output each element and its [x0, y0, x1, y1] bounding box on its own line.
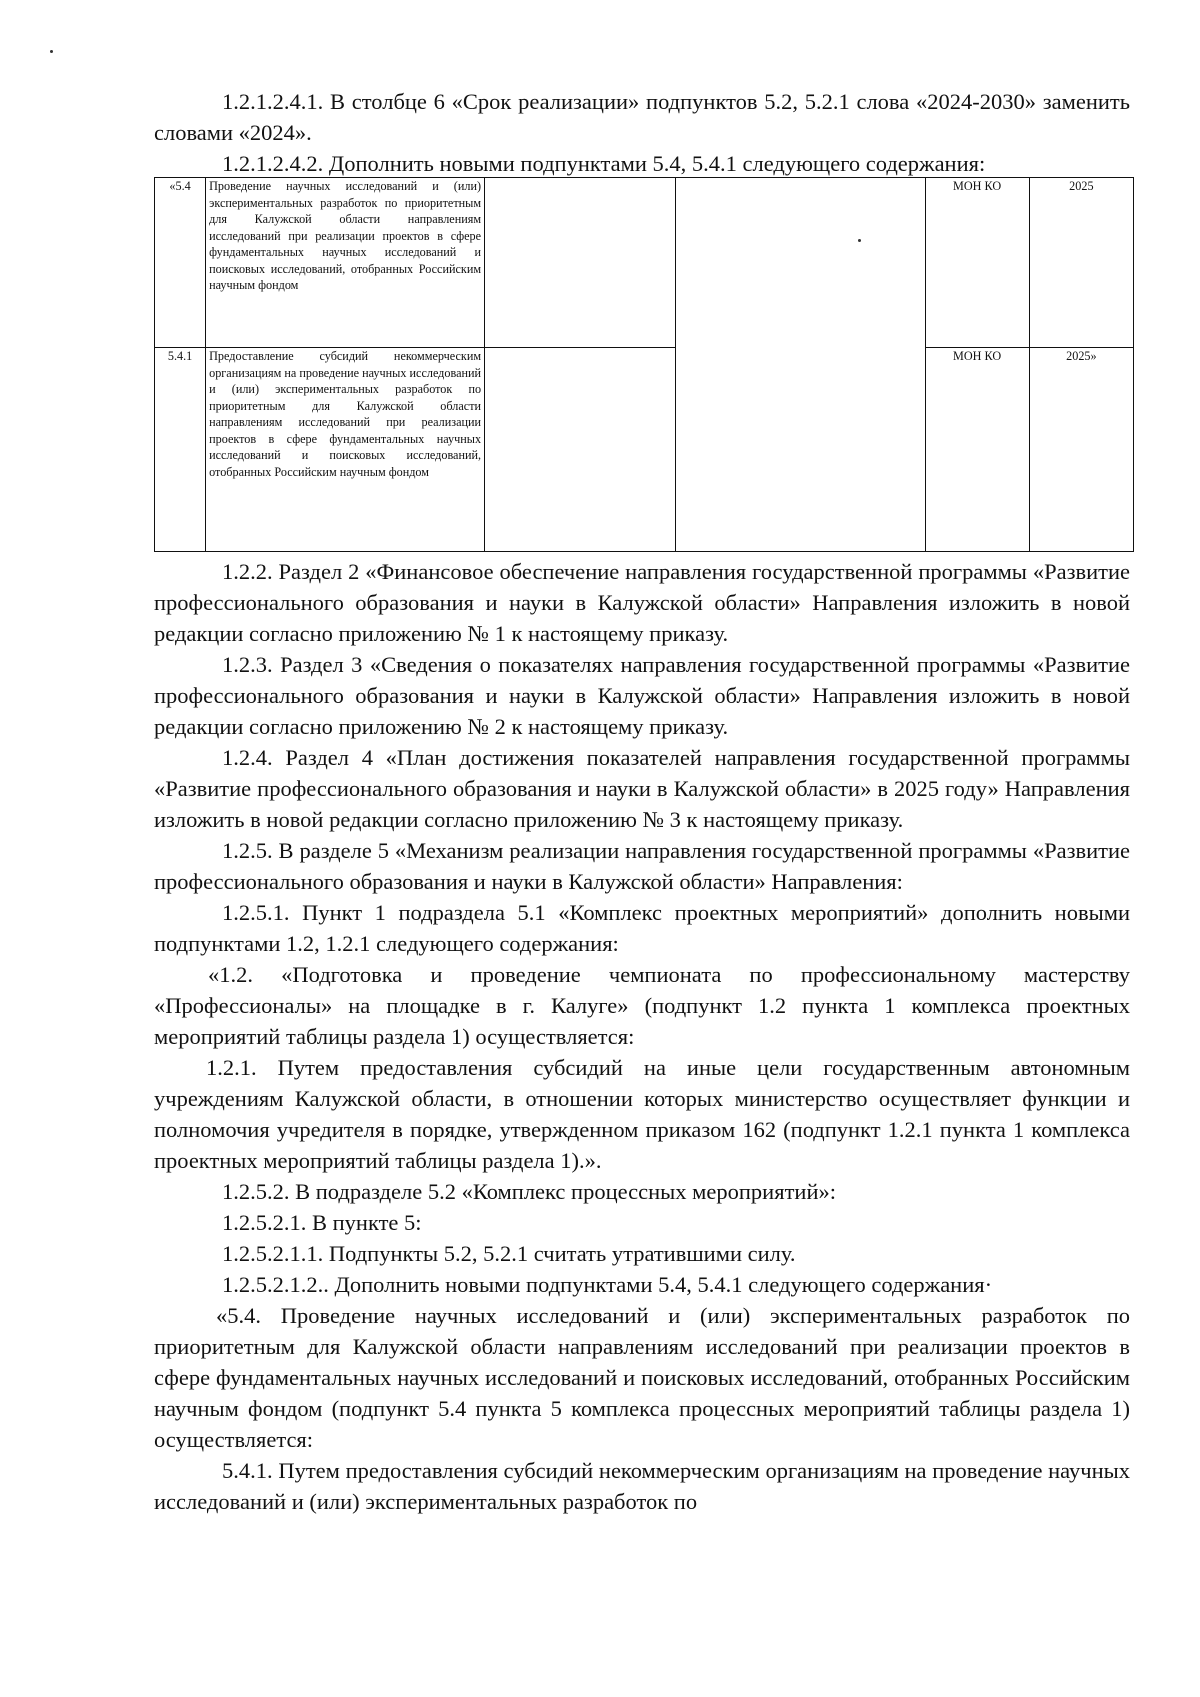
- measure-name: Предоставление субсидий некоммерческим организациям на проведение научных исследований и (или) экспериментальных разработок по приоритетным для Калужской области направлениям исследований при реализации проектов в сфере фундаментальных научных исследований и поисковых исследований, отобранных Российским научным фондом: [206, 348, 485, 552]
- row-number: 5.4.1: [155, 348, 206, 552]
- responsible-cell: МОН КО: [925, 178, 1029, 348]
- scan-speck: [50, 50, 53, 53]
- paragraph: 1.2.5. В разделе 5 «Механизм реализации направления государственной программы «Развитие профессионального образования и науки в Калужской области» Направления:: [154, 838, 1130, 894]
- row-number: «5.4: [155, 178, 206, 348]
- year-cell: 2025»: [1029, 348, 1133, 552]
- measure-name: Проведение научных исследований и (или) экспериментальных разработок по приоритетным для Калужской области направлениям исследований при реализации проектов в сфере фундаментальных научных исследований и поисковых исследований, отобранных Российским научным фондом: [206, 178, 485, 348]
- paragraph: «5.4. Проведение научных исследований и (или) экспериментальных разработок по приоритетным для Калужской области направлениям исследований при реализации проектов в сфере фундаментальных научных исследований и поисковых исследований, отобранных Российским научным фондом (подпункт 5.4 пункта 5 комплекса процессных мероприятий таблицы раздела 1) осуществляется:: [154, 1303, 1130, 1452]
- paragraph: 1.2.5.2.1.2.. Дополнить новыми подпунктами 5.4, 5.4.1 следующего содержания·: [222, 1272, 993, 1297]
- paragraph: 1.2.5.2.1. В пункте 5:: [222, 1210, 422, 1235]
- paragraph: 5.4.1. Путем предоставления субсидий некоммерческим организациям на проведение научных исследований и (или) экспериментальных разработок по: [154, 1458, 1130, 1514]
- table-cell: [485, 178, 676, 348]
- paragraph: 1.2.3. Раздел 3 «Сведения о показателях направления государственной программы «Развитие профессионального образования и науки в Калужской области» Направления изложить в новой редакции согласно приложению № 2 к настоящему приказу.: [154, 652, 1130, 739]
- top-paragraphs: [154, 86, 1130, 179]
- paragraph: 1.2.2. Раздел 2 «Финансовое обеспечение направления государственной программы «Развитие профессионального образования и науки в Калужской области» Направления изложить в новой редакции согласно приложению № 1 к настоящему приказу.: [154, 559, 1130, 646]
- table-row: [155, 348, 1134, 552]
- body-paragraphs: [154, 556, 1130, 1517]
- table-cell: [485, 348, 676, 552]
- table-cell: [676, 178, 925, 552]
- amendment-table: [154, 177, 1134, 552]
- paragraph: «1.2. «Подготовка и проведение чемпионата по профессиональному мастерству «Профессионалы» на площадке в г. Калуге» (подпункт 1.2 пункта 1 комплекса проектных мероприятий таблицы раздела 1) осуществляется:: [154, 962, 1130, 1049]
- paragraph: 1.2.5.2. В подразделе 5.2 «Комплекс процессных мероприятий»:: [222, 1179, 836, 1204]
- paragraph: 1.2.1.2.4.1. В столбце 6 «Срок реализации» подпунктов 5.2, 5.2.1 слова «2024-2030» заменить словами «2024».: [154, 89, 1130, 145]
- paragraph: 1.2.5.2.1.1. Подпункты 5.2, 5.2.1 считать утратившими силу.: [222, 1241, 796, 1266]
- table-row: [155, 178, 1134, 348]
- year-cell: 2025: [1029, 178, 1133, 348]
- responsible-cell: МОН КО: [925, 348, 1029, 552]
- paragraph: 1.2.5.1. Пункт 1 подраздела 5.1 «Комплекс проектных мероприятий» дополнить новыми подпунктами 1.2, 1.2.1 следующего содержания:: [154, 900, 1130, 956]
- paragraph: 1.2.1.2.4.2. Дополнить новыми подпунктами 5.4, 5.4.1 следующего содержания:: [222, 151, 986, 176]
- paragraph: 1.2.4. Раздел 4 «План достижения показателей направления государственной программы «Развитие профессионального образования и науки в Калужской области» в 2025 году» Направления изложить в новой редакции согласно приложению № 3 к настоящему приказу.: [154, 745, 1130, 832]
- paragraph: 1.2.1. Путем предоставления субсидий на иные цели государственным автономным учреждениям Калужской области, в отношении которых министерство осуществляет функции и полномочия учредителя в порядке, утвержденном приказом 162 (подпункт 1.2.1 пункта 1 комплекса проектных мероприятий таблицы раздела 1).».: [154, 1055, 1130, 1173]
